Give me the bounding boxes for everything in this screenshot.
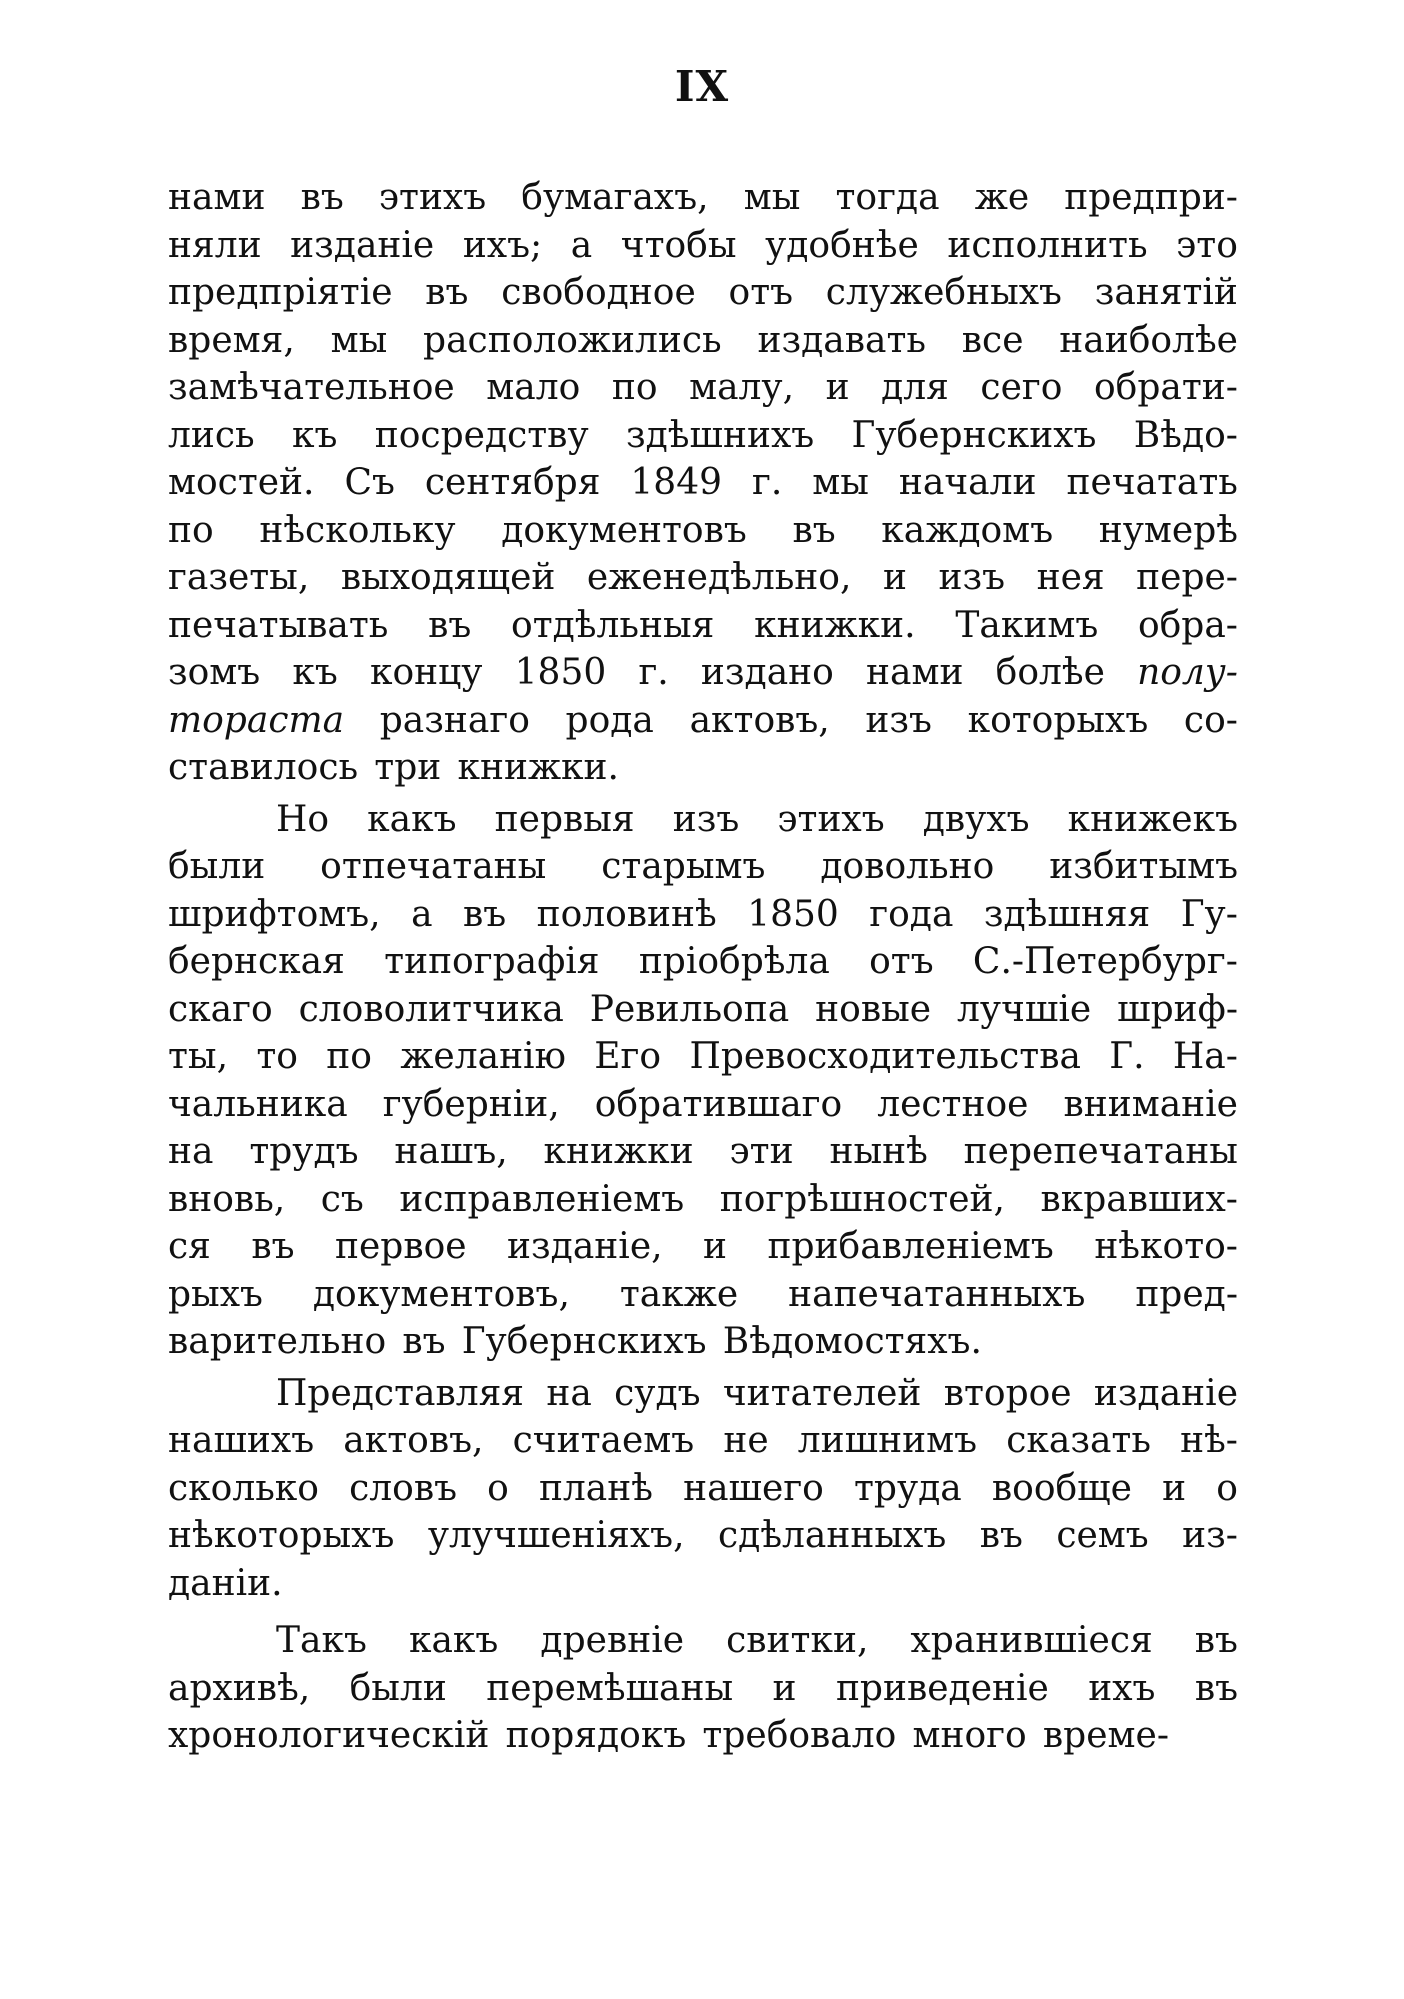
text-line: шрифтомъ, а въ половинѣ 1850 года здѣшняя Гу- xyxy=(168,893,1238,935)
text-line: замѣчательное мало по малу, и для сего обрати- xyxy=(168,367,1238,408)
text-line: тораста разнаго рода актовъ, изъ которыхъ со- xyxy=(168,699,1238,741)
paragraph xyxy=(168,177,1238,798)
text-line: предпріятіе въ свободное отъ служебныхъ занятій xyxy=(168,272,1238,313)
text-line: бернская типографія пріобрѣла отъ С.-Петербург- xyxy=(168,941,1238,982)
paragraph xyxy=(168,1372,1238,1614)
text-line: Но какъ первыя изъ этихъ двухъ книжекъ xyxy=(276,798,1238,840)
text-line: няли изданіе ихъ; а чтобы удобнѣе исполнить это xyxy=(168,224,1238,266)
text-line: вновь, съ исправленіемъ погрѣшностей, вкравших- xyxy=(168,1178,1238,1220)
text-line: нашихъ актовъ, считаемъ не лишнимъ сказать нѣ- xyxy=(168,1420,1238,1461)
text-line: газеты, выходящей еженедѣльно, и изъ нея пере- xyxy=(168,557,1238,598)
text-line: даніи. xyxy=(168,1562,283,1604)
body-text xyxy=(168,177,1238,1766)
text-line: архивѣ, были перемѣшаны и приведеніе ихъ въ xyxy=(168,1667,1238,1709)
text-line: Такъ какъ древніе свитки, хранившіеся въ xyxy=(276,1620,1238,1661)
text-line: Представляя на судъ читателей второе изданіе xyxy=(276,1372,1238,1414)
paragraph xyxy=(168,798,1238,1372)
text-line: на трудъ нашъ, книжки эти нынѣ перепечатаны xyxy=(168,1131,1238,1172)
text-line: нами въ этихъ бумагахъ, мы тогда же предпри- xyxy=(168,177,1238,218)
paragraph xyxy=(168,1620,1238,1766)
text-line: ся въ первое изданіе, и прибавленіемъ нѣкото- xyxy=(168,1226,1238,1267)
text-line: варительно въ Губернскихъ Вѣдомостяхъ. xyxy=(168,1321,982,1362)
text-line: хронологическій порядокъ требовало много време- xyxy=(168,1715,1169,1756)
text-line: время, мы расположились издавать все наиболѣе xyxy=(168,319,1238,361)
text-line: лись къ посредству здѣшнихъ Губернскихъ Вѣдо- xyxy=(168,414,1238,456)
text-line: сколько словъ о планѣ нашего труда вообще и о xyxy=(168,1467,1238,1509)
text-line: нѣкоторыхъ улучшеніяхъ, сдѣланныхъ въ семъ из- xyxy=(168,1515,1238,1556)
text-line: скаго словолитчика Ревильопа новые лучшіе шриф- xyxy=(168,988,1238,1030)
text-line: по нѣскольку документовъ въ каждомъ нумерѣ xyxy=(168,509,1238,551)
text-line: печатывать въ отдѣльныя книжки. Такимъ обра- xyxy=(168,604,1238,646)
text-line: ты, то по желанію Его Превосходительства Г. На- xyxy=(168,1036,1238,1077)
text-line: были отпечатаны старымъ довольно избитымъ xyxy=(168,846,1238,887)
text-line: зомъ къ концу 1850 г. издано нами болѣе полу- xyxy=(168,652,1238,693)
text-line: рыхъ документовъ, также напечатанныхъ пред- xyxy=(168,1273,1238,1315)
page-number: IX xyxy=(674,62,730,111)
text-line: ставилось три книжки. xyxy=(168,747,619,788)
text-line: чальника губерніи, обратившаго лестное вниманіе xyxy=(168,1083,1238,1125)
text-line: мостей. Съ сентября 1849 г. мы начали печатать xyxy=(168,462,1238,503)
